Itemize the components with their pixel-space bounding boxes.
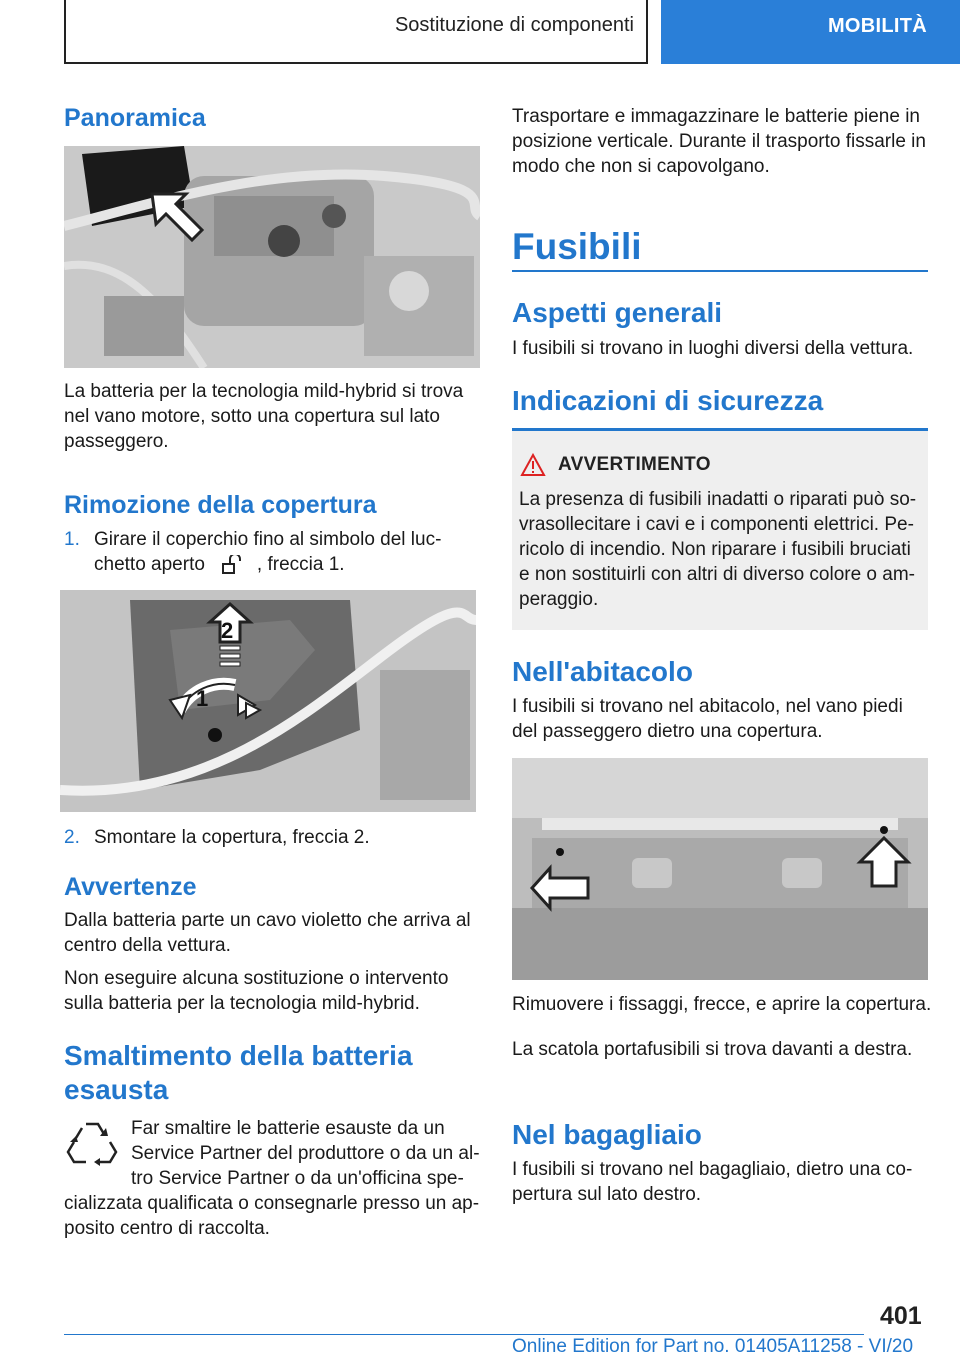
warning-label: AVVERTIMENTO bbox=[558, 454, 711, 475]
aspetti-heading: Aspetti generali bbox=[512, 297, 723, 328]
text-fragment: chetto aperto bbox=[94, 554, 205, 575]
bagagliaio-heading: Nel bagagliaio bbox=[512, 1119, 702, 1150]
text-line: sulla batteria per la tecnologia mild-hybrid. bbox=[64, 993, 420, 1014]
text-line: posizione verticale. Durante il trasporto fissarle in bbox=[512, 131, 926, 152]
step-1-text bbox=[94, 527, 484, 577]
text-line: nel vano motore, sotto una copertura sul lato bbox=[64, 406, 441, 427]
text-line: centro della vettura. bbox=[64, 935, 231, 956]
text-line: Far smaltire le batterie esauste da un bbox=[131, 1118, 445, 1139]
text-line bbox=[94, 552, 484, 577]
panoramica-paragraph bbox=[64, 379, 484, 454]
footwell-cover-drawing bbox=[512, 758, 928, 980]
step-number: 1. bbox=[64, 529, 80, 550]
fusibili-heading: Fusibili bbox=[512, 226, 642, 267]
text-line: Trasportare e immagazzinare le batterie piene in bbox=[512, 106, 920, 127]
abitacolo-paragraph bbox=[512, 694, 942, 744]
text-line: Service Partner del produttore o da un al- bbox=[131, 1143, 480, 1164]
sicurezza-heading: Indicazioni di sicurezza bbox=[512, 385, 824, 416]
text-line: posito centro di raccolta. bbox=[64, 1218, 270, 1239]
transport-paragraph bbox=[512, 104, 952, 179]
text-line: I fusibili si trovano nel bagagliaio, dietro una co- bbox=[512, 1159, 913, 1180]
engine-bay-drawing bbox=[64, 146, 480, 368]
heading-line: Smaltimento della batteria bbox=[64, 1040, 413, 1071]
rimuovere-paragraph: Rimuovere i fissaggi, frecce, e aprire la copertura. bbox=[512, 994, 932, 1015]
header-chapter-tab bbox=[661, 0, 960, 64]
callout-1: 1 bbox=[196, 686, 209, 711]
engine-bay-image bbox=[64, 146, 480, 368]
page-number: 401 bbox=[880, 1302, 922, 1330]
footer-rule bbox=[64, 1334, 864, 1335]
warning-triangle-icon bbox=[520, 453, 546, 477]
text-line: pertura sul lato destro. bbox=[512, 1184, 702, 1205]
text-line: Non eseguire alcuna sostituzione o intervento bbox=[64, 968, 449, 989]
text-line: peraggio. bbox=[519, 589, 599, 610]
battery-cover-drawing bbox=[60, 590, 476, 812]
recycle-icon bbox=[64, 1116, 120, 1172]
footer-edition: Online Edition for Part no. 01405A11258 - VI/20 bbox=[512, 1336, 914, 1357]
header-section-title: Sostituzione di componenti bbox=[394, 14, 634, 36]
text-line: tro Service Partner o da un'officina spe- bbox=[131, 1168, 464, 1189]
footwell-cover-image bbox=[512, 758, 928, 980]
text-line: cializzata qualificata o consegnarle presso un ap- bbox=[64, 1193, 480, 1214]
warning-text bbox=[519, 487, 924, 612]
open-padlock-icon bbox=[211, 555, 251, 575]
text-line: Dalla batteria parte un cavo violetto che arriva al bbox=[64, 910, 471, 931]
panoramica-heading: Panoramica bbox=[64, 104, 206, 132]
step-number: 2. bbox=[64, 827, 80, 848]
text-line: vrasollecitare i cavi e i componenti elettrici. Pe- bbox=[519, 514, 914, 535]
text-line: ricolo di incendio. Non riparare i fusibili bruciati bbox=[519, 539, 911, 560]
scatola-paragraph: La scatola portafusibili si trova davanti a destra. bbox=[512, 1039, 913, 1060]
heading-rule bbox=[512, 270, 928, 272]
aspetti-paragraph: I fusibili si trovano in luoghi diversi della vettura. bbox=[512, 338, 914, 359]
avvertenze-paragraph-2 bbox=[64, 966, 484, 1016]
text-line: passeggero. bbox=[64, 431, 169, 452]
abitacolo-heading: Nell'abitacolo bbox=[512, 656, 693, 687]
callout-2: 2 bbox=[221, 618, 234, 643]
text-line: modo che non si capovolgano. bbox=[512, 156, 770, 177]
heading-line: esausta bbox=[64, 1074, 169, 1105]
avvertenze-paragraph-1 bbox=[64, 908, 484, 958]
avvertenze-heading: Avvertenze bbox=[64, 873, 197, 901]
rimozione-heading: Rimozione della copertura bbox=[64, 491, 377, 519]
text-fragment: , freccia 1. bbox=[256, 554, 345, 575]
battery-cover-image bbox=[60, 590, 476, 812]
smaltimento-paragraph-full bbox=[64, 1191, 494, 1241]
text-line: La batteria per la tecnologia mild-hybrid si trova bbox=[64, 381, 464, 402]
header-chapter-label: MOBILITÀ bbox=[827, 15, 927, 37]
warning-box bbox=[512, 431, 928, 630]
smaltimento-heading bbox=[64, 1039, 413, 1107]
smaltimento-paragraph-indented bbox=[131, 1116, 491, 1191]
text-line: La presenza di fusibili inadatti o riparati può so- bbox=[519, 489, 917, 510]
text-line: I fusibili si trovano nel abitacolo, nel vano piedi bbox=[512, 696, 903, 717]
text-line: Girare il coperchio fino al simbolo del luc- bbox=[94, 529, 442, 550]
text-line: del passeggero dietro una copertura. bbox=[512, 721, 823, 742]
text-line: e non sostituirli con altri di diverso colore o am- bbox=[519, 564, 916, 585]
step-2-text: Smontare la copertura, freccia 2. bbox=[94, 827, 370, 848]
bagagliaio-paragraph bbox=[512, 1157, 942, 1207]
